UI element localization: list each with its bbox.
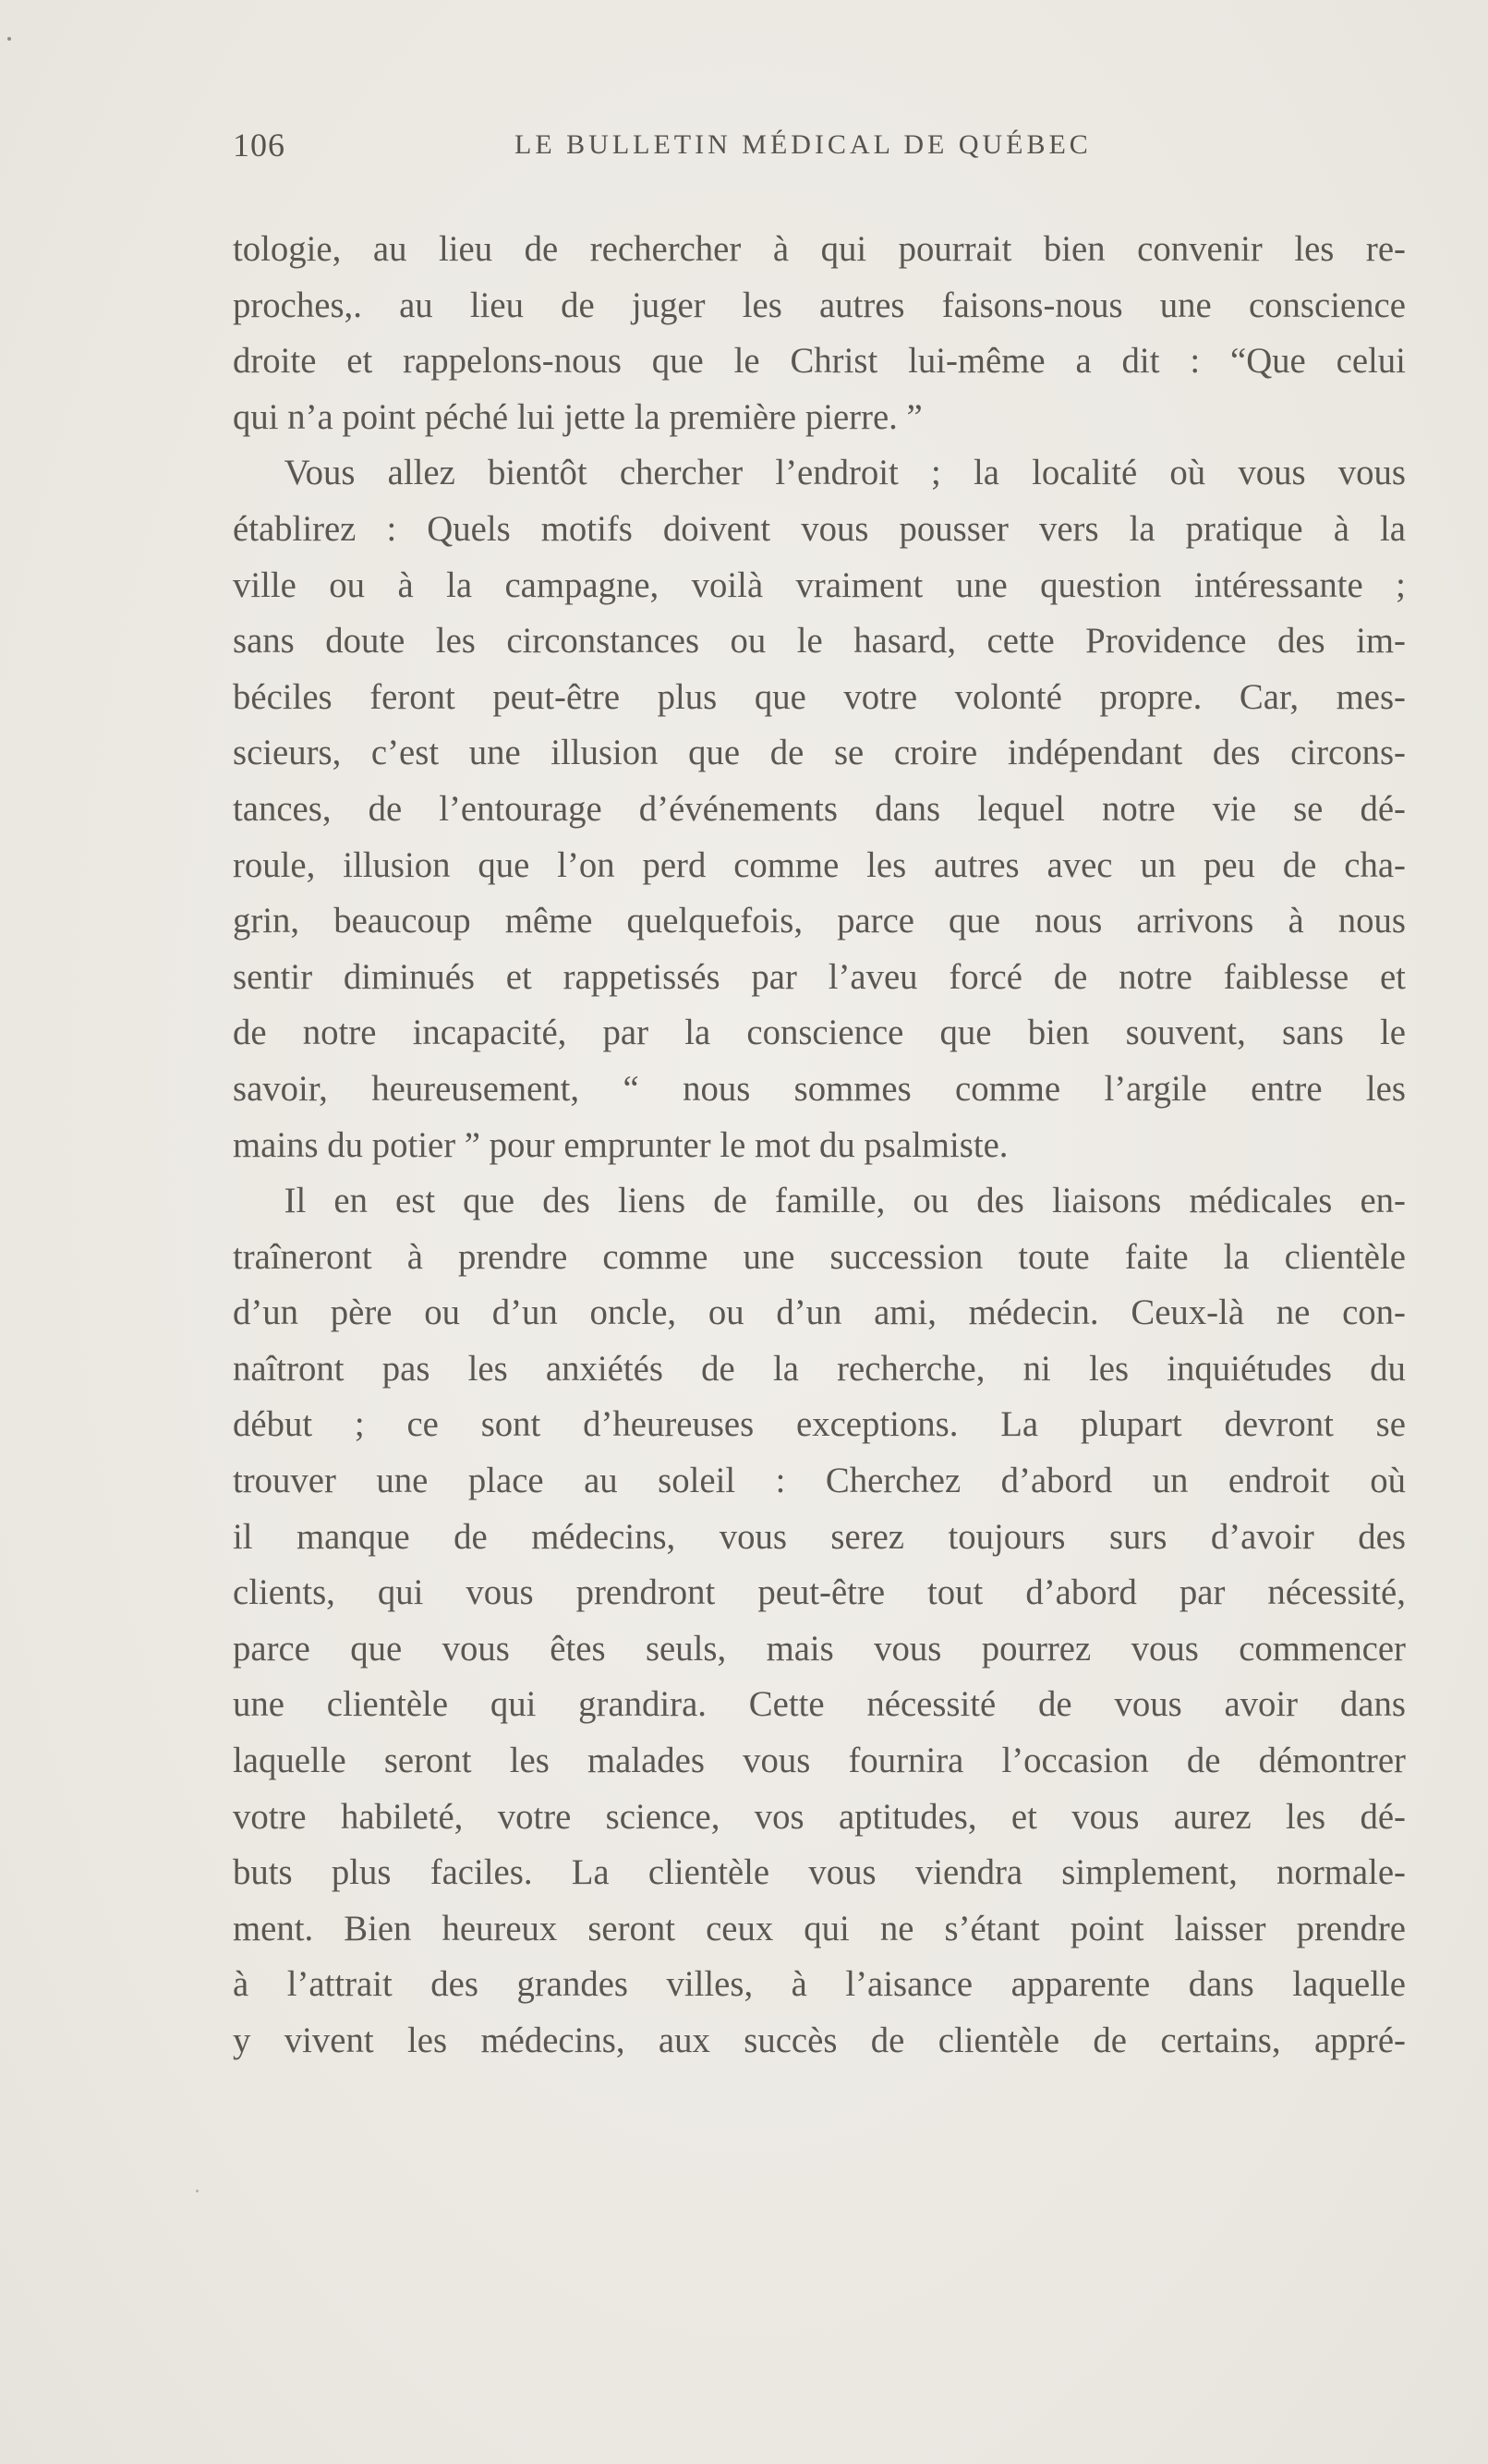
text-line: savoir, heureusement, “ nous sommes comme l’argile entre les	[233, 1068, 1406, 1109]
text-line: d’un père ou d’un oncle, ou d’un ami, médecin. Ceux-là ne con-	[233, 1293, 1406, 1333]
text-line: à l’attrait des grandes villes, à l’aisance apparente dans laquelle	[233, 1964, 1406, 2005]
text-line: Vous allez bientôt chercher l’endroit ; la localité où vous vous	[284, 453, 1406, 493]
text-line: proches,. au lieu de juger les autres faisons-nous une conscience	[233, 285, 1406, 325]
text-line: roule, illusion que l’on perd comme les autres avec un peu de cha-	[233, 844, 1406, 885]
text-line: établirez : Quels motifs doivent vous pousser vers la pratique à la	[233, 508, 1406, 549]
text-line: tances, de l’entourage d’événements dans lequel notre vie se dé-	[233, 788, 1406, 829]
text-line: béciles feront peut-être plus que votre volonté propre. Car, mes-	[233, 676, 1406, 717]
text-line: début ; ce sont d’heureuses exceptions. La plupart devront se	[233, 1404, 1406, 1445]
text-line: clients, qui vous prendront peut-être tout d’abord par nécessité,	[233, 1572, 1406, 1613]
text-line: sentir diminués et rappetissés par l’aveu forcé de notre faiblesse et	[233, 956, 1406, 997]
text-line: ment. Bien heureux seront ceux qui ne s’étant point laisser prendre	[233, 1908, 1406, 1948]
text-line: buts plus faciles. La clientèle vous viendra simplement, normale-	[233, 1852, 1406, 1893]
paragraph-1	[233, 222, 1408, 445]
text-line: qui n’a point péché lui jette la première pierre. ”	[233, 396, 923, 437]
text-line: ville ou à la campagne, voilà vraiment une question intéressante ;	[233, 564, 1406, 605]
text-line: y vivent les médecins, aux succès de clientèle de certains, appré-	[233, 2021, 1406, 2060]
paper-speck	[7, 37, 11, 41]
text-line: laquelle seront les malades vous fournira l’occasion de démontrer	[233, 1741, 1406, 1781]
text-line: naîtront pas les anxiétés de la recherche, ni les inquiétudes du	[233, 1348, 1406, 1389]
paragraph-2	[233, 445, 1408, 1173]
text-line: traîneront à prendre comme une succession toute faite la clientèle	[233, 1236, 1406, 1277]
paper-speck	[196, 2190, 199, 2192]
text-line: trouver une place au soleil : Cherchez d’abord un endroit où	[233, 1461, 1406, 1501]
text-line: droite et rappelons-nous que le Christ lui-même a dit : “Que celui	[233, 341, 1406, 382]
paragraph-3	[233, 1173, 1408, 2070]
text-line: scieurs, c’est une illusion que de se croire indépendant des circons-	[233, 733, 1406, 773]
text-line: mains du potier ” pour emprunter le mot du psalmiste.	[233, 1124, 1009, 1165]
text-line: sans doute les circonstances ou le hasard, cette Providence des im-	[233, 621, 1406, 662]
text-line: Il en est que des liens de famille, ou des liaisons médicales en-	[284, 1181, 1406, 1221]
text-line: tologie, au lieu de rechercher à qui pourrait bien convenir les re-	[233, 229, 1406, 269]
text-line: parce que vous êtes seuls, mais vous pourrez vous commencer	[233, 1628, 1406, 1669]
text-line: grin, beaucoup même quelquefois, parce que nous arrivons à nous	[233, 901, 1406, 941]
page-number: 106	[233, 127, 285, 164]
text-line: il manque de médecins, vous serez toujours surs d’avoir des	[233, 1516, 1406, 1557]
text-line: de notre incapacité, par la conscience que bien souvent, sans le	[233, 1013, 1406, 1053]
journal-title: LE BULLETIN MÉDICAL DE QUÉBEC	[514, 129, 1092, 160]
running-head	[233, 126, 1189, 172]
body-text	[233, 222, 1408, 2070]
text-line: votre habileté, votre science, vos aptitudes, et vous aurez les dé-	[233, 1796, 1406, 1837]
text-line: une clientèle qui grandira. Cette nécessité de vous avoir dans	[233, 1684, 1406, 1725]
